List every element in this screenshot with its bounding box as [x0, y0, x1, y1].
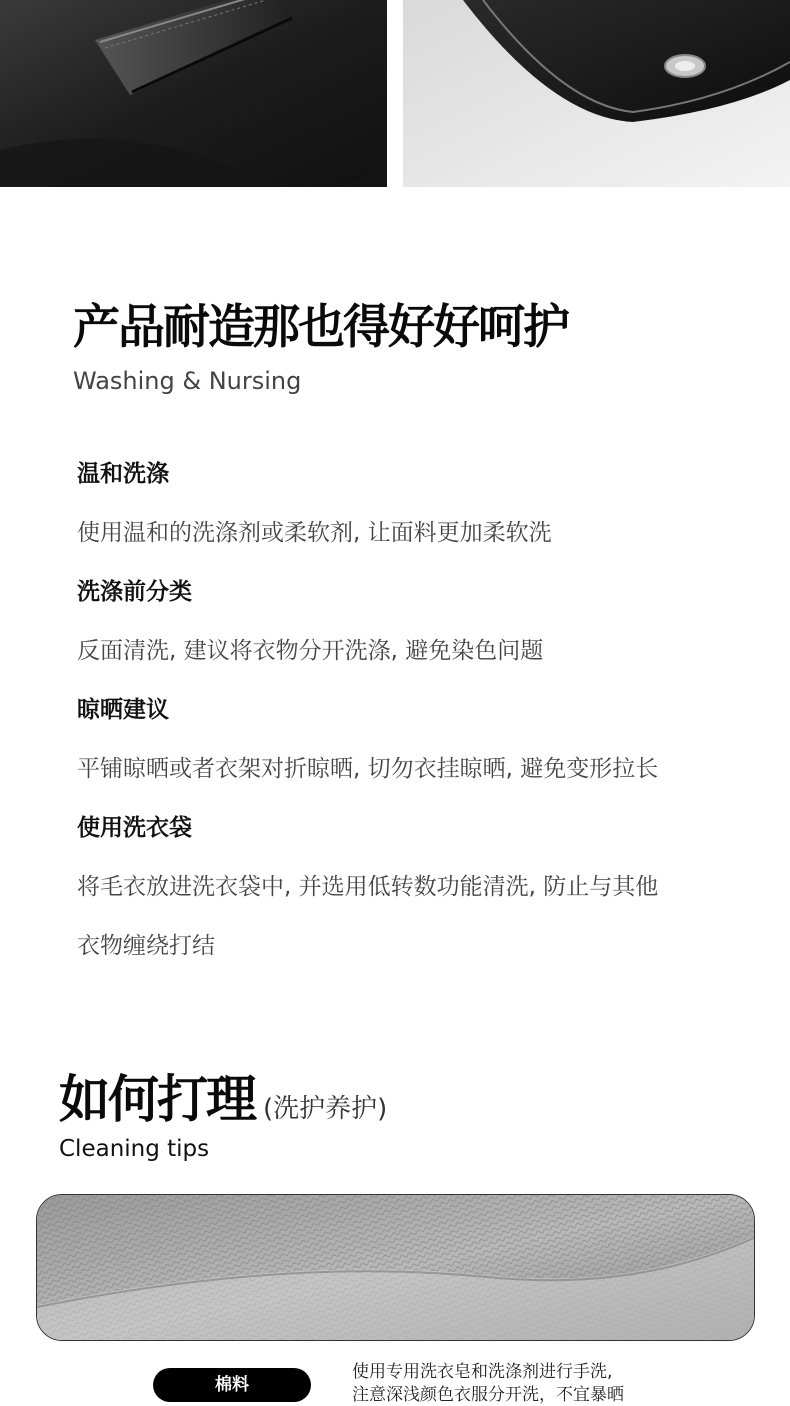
care-section-title: 产品耐造那也得好好呵护	[73, 300, 568, 355]
tip-desc-drying: 平铺晾晒或者衣架对折晾晒, 切勿衣挂晾晒, 避免变形拉长	[77, 756, 659, 782]
tip-heading-gentle-wash: 温和洗涤	[77, 461, 169, 487]
leather-cuff-photo	[403, 0, 790, 187]
cleaning-section-title	[59, 1070, 387, 1143]
tip-heading-sort-before-wash: 洗涤前分类	[77, 579, 192, 605]
cleaning-instruction-line1: 使用专用洗衣皂和洗涤剂进行手洗,	[352, 1362, 613, 1382]
material-label-cotton: 棉料	[153, 1368, 311, 1402]
cleaning-instruction-line2: 注意深浅颜色衣服分开洗，不宜暴晒	[352, 1385, 624, 1405]
tip-desc-laundry-bag-line2: 衣物缠绕打结	[77, 933, 215, 959]
cleaning-title-note: (洗护养护)	[263, 1094, 388, 1124]
cleaning-title-main: 如何打理	[59, 1071, 256, 1130]
tip-heading-laundry-bag: 使用洗衣袋	[77, 815, 192, 841]
cleaning-section-subtitle: Cleaning tips	[59, 1136, 210, 1162]
leather-pocket-photo	[0, 0, 387, 187]
tip-desc-gentle-wash: 使用温和的洗涤剂或柔软剂, 让面料更加柔软洗	[77, 520, 552, 546]
tip-desc-laundry-bag-line1: 将毛衣放进洗衣袋中, 并选用低转数功能清洗, 防止与其他	[77, 874, 659, 900]
care-section-subtitle: Washing & Nursing	[73, 367, 302, 395]
tip-heading-drying: 晾晒建议	[77, 697, 169, 723]
knit-fabric-photo	[36, 1194, 755, 1341]
tip-desc-sort-before-wash: 反面清洗, 建议将衣物分开洗涤, 避免染色问题	[77, 638, 544, 664]
